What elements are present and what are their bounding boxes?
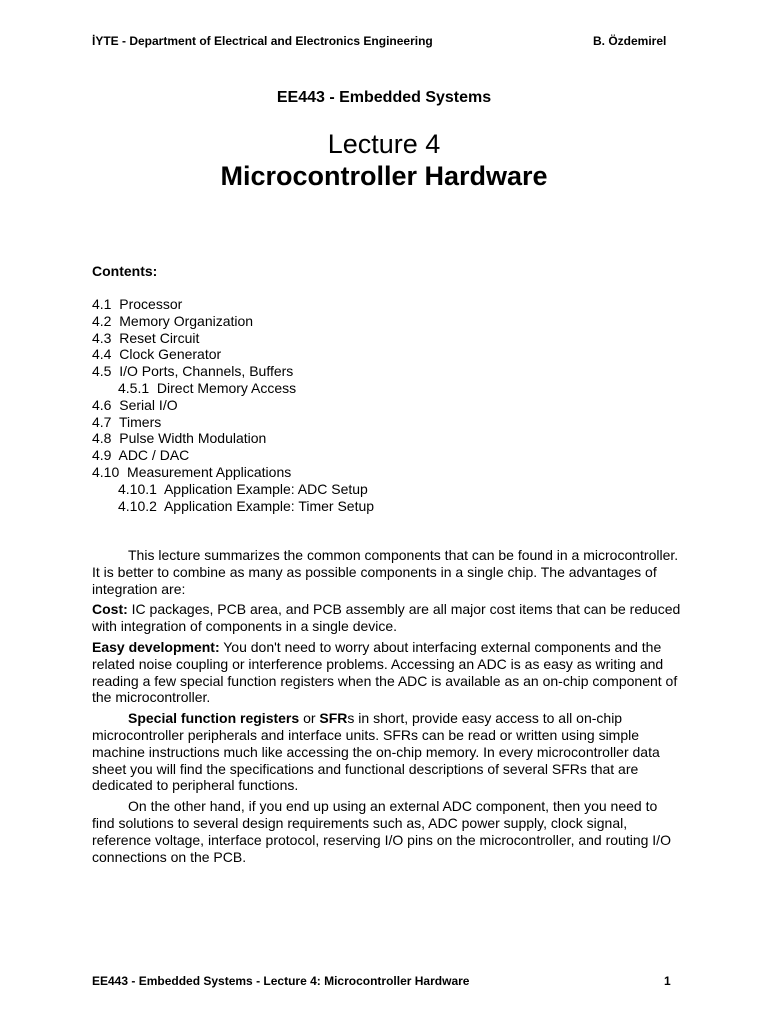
toc-label: Memory Organization [119,312,254,329]
easy-development-label: Easy development: [92,638,220,655]
sfr-abbr: SFR [319,710,348,727]
toc-label: Reset Circuit [119,329,200,346]
toc-subitem [92,380,374,397]
toc-label: Timers [119,413,162,430]
toc-number: 4.3 [92,329,112,346]
footer-title: EE443 - Embedded Systems - Lecture 4: Microcontroller Hardware [92,974,470,988]
toc-label: Application Example: Timer Setup [163,497,375,514]
sfr-term: Special function registers [128,710,300,727]
lecture-title: Microcontroller Hardware [220,161,548,191]
toc-label: ADC / DAC [118,447,190,464]
toc-label: Application Example: ADC Setup [163,480,368,497]
toc-number: 4.7 [92,413,112,430]
header-author: B. Özdemirel [593,34,667,48]
toc-number: 4.10 [92,463,120,480]
sfr-or: or [303,710,316,727]
contents-heading: Contents: [92,263,158,279]
easy-development-paragraph [92,639,682,706]
toc-item [92,330,374,347]
toc-subitem [92,498,374,515]
cost-label: Cost: [92,601,128,618]
toc-label: Direct Memory Access [156,379,297,396]
toc-label: Pulse Width Modulation [119,430,267,447]
toc-label: Serial I/O [119,396,178,413]
sfr-text: s in short, provide easy access to all on-chip microcontroller peripherals and interface units. SFRs can be read or written using simple machine instructions much like accessing the on-chip memory. In every microcontroller data sheet you will find the specifications and functional descriptions of several SFRs that are dedicated to peripheral functions. [92,710,660,794]
toc-item [92,346,374,363]
page-number: 1 [664,974,671,988]
toc-number: 4.8 [92,430,112,447]
external-adc-paragraph: On the other hand, if you end up using an external ADC component, then you need to find solutions to several design requirements such as, ADC power supply, clock signal, reference voltage, interface protocol, reserving I/O pins on the microcontroller, and routing I/O connections on the PCB. [92,798,671,865]
toc-item [92,414,374,431]
header-department: İYTE - Department of Electrical and Electronics Engineering [92,34,433,48]
cost-text: IC packages, PCB area, and PCB assembly are all major cost items that can be reduced with integration of components in a single device. [92,601,681,635]
lecture-number: Lecture 4 [327,129,441,159]
toc-number: 4.6 [92,396,112,413]
toc-number: 4.4 [92,346,112,363]
toc-number: 4.10.2 [118,497,157,514]
toc-item [92,313,374,330]
toc-number: 4.2 [92,312,112,329]
intro-paragraph: This lecture summarizes the common components that can be found in a microcontroller. It is better to combine as many as possible components in a single chip. The advantages of integration are: [92,547,679,597]
toc-number: 4.1 [92,296,112,312]
toc-label: Measurement Applications [127,463,292,480]
toc-label: Processor [119,296,183,312]
toc-label: I/O Ports, Channels, Buffers [119,363,294,380]
course-title: EE443 - Embedded Systems [276,89,492,106]
lecture-body [92,547,682,869]
toc-item [92,397,374,414]
toc-number: 4.10.1 [118,480,157,497]
toc-item [92,430,374,447]
toc-number: 4.9 [92,447,112,464]
toc-item [92,464,374,481]
toc-item [92,296,374,313]
table-of-contents [92,296,374,514]
toc-number: 4.5.1 [118,379,150,396]
toc-item [92,363,374,380]
sfr-paragraph [92,710,682,794]
toc-number: 4.5 [92,363,112,380]
easy-development-text: You don't need to worry about interfacing external components and the related noise coupling or interference problems. Accessing an ADC is as easy as writing and reading a few special function registers when the ADC is available as an on-chip component of the microcontroller. [92,638,678,706]
toc-label: Clock Generator [119,346,222,363]
toc-subitem [92,481,374,498]
cost-paragraph [92,601,682,635]
toc-item [92,447,374,464]
